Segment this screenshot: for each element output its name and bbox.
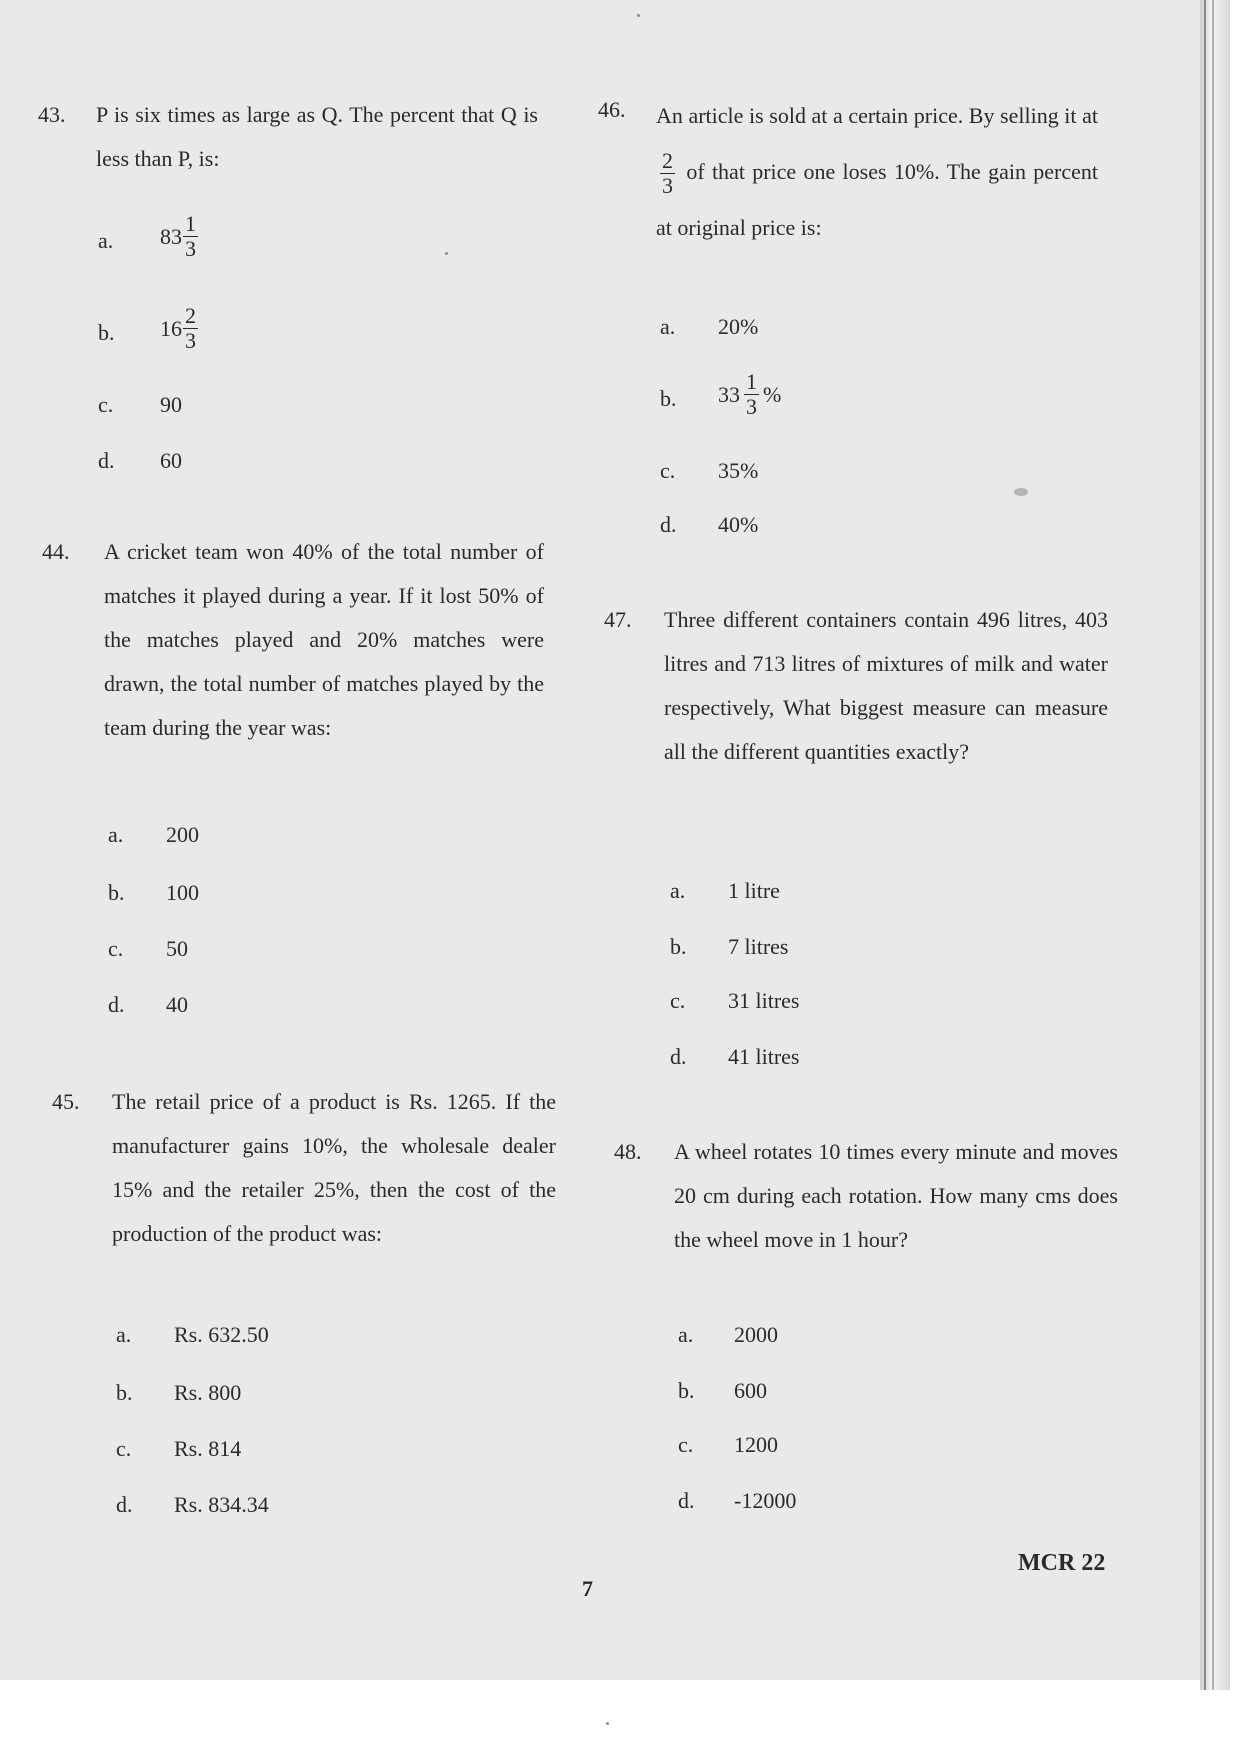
option-label: c. <box>116 1436 132 1461</box>
option-value: 200 <box>166 822 199 847</box>
question-text: P is six times as large as Q. The percent that Q is less than P, is: <box>96 102 538 171</box>
option-label: b. <box>116 1380 133 1405</box>
frac-den: 3 <box>662 173 673 199</box>
page-number: 7 <box>582 1576 593 1601</box>
option-label: c. <box>660 458 676 483</box>
mixed-whole: 16 <box>160 315 182 341</box>
option-value: 1 litre <box>728 878 780 903</box>
scan-speck <box>606 1722 609 1725</box>
question-number: 44. <box>42 539 70 564</box>
frac-num: 1 <box>185 211 196 236</box>
option-value: 90 <box>160 392 182 417</box>
option-value: 31 litres <box>728 988 800 1013</box>
option-value: 1200 <box>734 1432 778 1457</box>
question-number: 46. <box>598 97 626 122</box>
option-label: a. <box>98 228 114 253</box>
paper-code: MCR 22 <box>1018 1550 1106 1576</box>
option-label: c. <box>98 392 114 417</box>
option-value: 50 <box>166 936 188 961</box>
question-text: A wheel rotates 10 times every minute and moves 20 cm during each rotation. How many cms does the wheel move in 1 hour? <box>674 1139 1118 1252</box>
question-number: 45. <box>52 1089 80 1114</box>
scan-speck <box>1014 488 1028 496</box>
frac-num: 2 <box>185 303 196 328</box>
option-label: b. <box>670 934 687 959</box>
percent-suffix: % <box>763 381 782 407</box>
frac-num: 2 <box>662 148 673 174</box>
option-value: 20% <box>718 314 759 339</box>
scan-speck <box>445 252 448 255</box>
option-label: c. <box>108 936 124 961</box>
question-number: 48. <box>614 1139 642 1164</box>
option-label: a. <box>108 822 124 847</box>
option-value: Rs. 834.34 <box>174 1492 269 1517</box>
page-edge-line <box>1204 0 1206 1690</box>
option-label: d. <box>670 1044 687 1069</box>
option-value: 2000 <box>734 1322 778 1347</box>
question-text: A cricket team won 40% of the total number of matches it played during a year. If it lost 50% of the matches played and 20% matches were drawn, the total number of matches played by the team during the year was: <box>104 539 544 740</box>
option-value <box>160 304 202 353</box>
question-text-part2: of that price one loses 10%. The gain percent at original price is: <box>656 159 1099 240</box>
option-value: 60 <box>160 448 182 473</box>
question-text <box>656 88 1098 256</box>
option-label: a. <box>660 314 676 339</box>
scan-speck <box>637 14 640 17</box>
frac-num: 1 <box>746 369 757 394</box>
option-label: c. <box>670 988 686 1013</box>
option-value: 40 <box>166 992 188 1017</box>
question-number: 47. <box>604 607 632 632</box>
mixed-whole: 83 <box>160 223 182 249</box>
option-value: 100 <box>166 880 199 905</box>
option-value: 40% <box>718 512 759 537</box>
option-value: 600 <box>734 1378 767 1403</box>
mixed-whole: 33 <box>718 381 740 407</box>
option-label: b. <box>660 386 677 411</box>
option-label: d. <box>98 448 115 473</box>
option-label: a. <box>670 878 686 903</box>
option-value: Rs. 632.50 <box>174 1322 269 1347</box>
page-edge-line <box>1212 0 1214 1690</box>
option-label: d. <box>108 992 125 1017</box>
question-text: Three different containers contain 496 litres, 403 litres and 713 litres of mixtures of milk and water respectively, What biggest measure can measure all the different quantities exactly? <box>664 607 1108 764</box>
question-text: The retail price of a product is Rs. 1265. If the manufacturer gains 10%, the wholesale dealer 15% and the retailer 25%, then the cost of the production of the product was: <box>112 1089 556 1246</box>
option-value <box>718 370 781 419</box>
option-value: Rs. 814 <box>174 1436 242 1461</box>
option-label: d. <box>678 1488 695 1513</box>
frac-den: 3 <box>185 236 196 261</box>
option-label: b. <box>678 1378 695 1403</box>
question-number: 43. <box>38 102 66 127</box>
option-label: d. <box>116 1492 133 1517</box>
option-label: b. <box>98 320 115 345</box>
option-value: Rs. 800 <box>174 1380 242 1405</box>
option-value: 7 litres <box>728 934 789 959</box>
option-label: a. <box>678 1322 694 1347</box>
option-label: d. <box>660 512 677 537</box>
option-value: 41 litres <box>728 1044 800 1069</box>
option-label: a. <box>116 1322 132 1347</box>
option-value: -12000 <box>734 1488 797 1513</box>
question-text-part1: An article is sold at a certain price. By selling it at <box>656 103 1098 128</box>
option-value <box>160 212 202 261</box>
option-label: b. <box>108 880 125 905</box>
frac-den: 3 <box>185 328 196 353</box>
option-value: 35% <box>718 458 759 483</box>
frac-den: 3 <box>746 394 757 419</box>
option-label: c. <box>678 1432 694 1457</box>
